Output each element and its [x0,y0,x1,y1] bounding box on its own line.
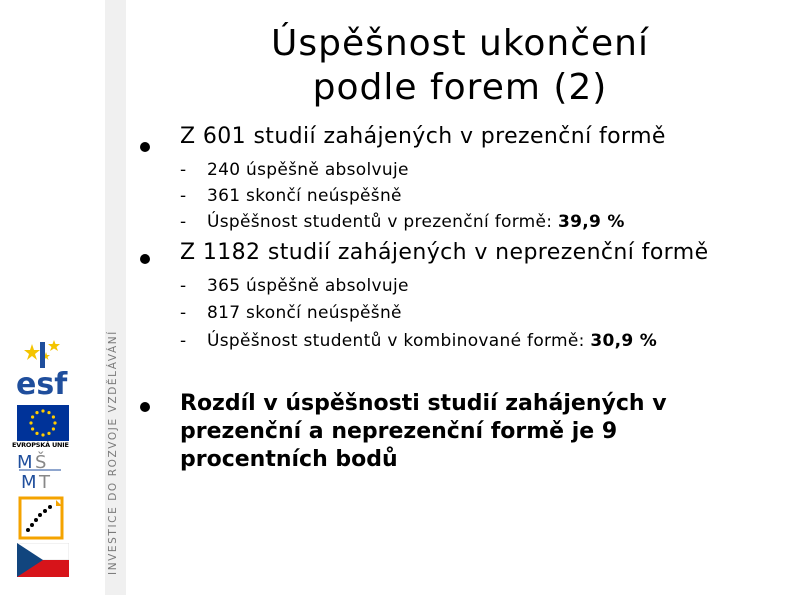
sub-item-1-3 [207,212,625,232]
svg-text:esf: esf [16,367,68,398]
sub-item-2-2: 817 skončí neúspěšně [207,303,402,323]
sub-bullet-dash: - [180,276,187,296]
eu-flag-icon [17,405,69,441]
msmt-logo [17,450,67,490]
czech-flag-icon [17,543,69,577]
title-line-2: podle forem (2) [312,67,608,108]
sub-item-text: Úspěšnost studentů v prezenční formě: [207,212,559,232]
sidebar [0,0,130,595]
success-rate-value: 39,9 % [558,212,625,232]
list-item-3: Rozdíl v úspěšnosti studií zahájených v prezenční a neprezenční formě je 9 procentních bodů [180,391,667,472]
svg-text:T: T [39,472,50,490]
slide-title [180,22,740,110]
op-logo [18,496,64,540]
success-rate-value: 30,9 % [590,331,658,351]
sub-bullet-dash: - [180,212,187,232]
bullet-dot [140,142,150,152]
bullet-dot [140,254,150,264]
sub-bullet-dash: - [180,186,187,206]
sub-bullet-dash: - [180,160,187,180]
bullet-dot [140,402,150,412]
sub-item-text: Úspěšnost studentů v kombinované formě: [207,331,591,351]
list-item-2: Z 1182 studií zahájených v neprezenční formě [180,240,709,265]
sub-item-1-1: 240 úspěšně absolvuje [207,160,409,180]
sub-item-1-2: 361 skončí neúspěšně [207,186,402,206]
sidebar-vertical-text: INVESTICE DO ROZVOJE VZDĚLÁVÁNÍ [107,330,119,575]
esf-logo [16,338,70,398]
sub-item-2-3 [207,331,657,351]
sub-bullet-dash: - [180,303,187,323]
title-line-1: Úspěšnost ukončení [271,23,649,64]
svg-text:M: M [21,472,37,490]
sub-item-2-1: 365 úspěšně absolvuje [207,276,409,296]
eu-label: EVROPSKÁ UNIE [12,441,69,449]
sub-bullet-dash: - [180,331,187,351]
svg-text:Š: Š [35,452,47,473]
list-item-1: Z 601 studií zahájených v prezenční formě [180,124,666,149]
svg-text:M: M [17,452,33,473]
